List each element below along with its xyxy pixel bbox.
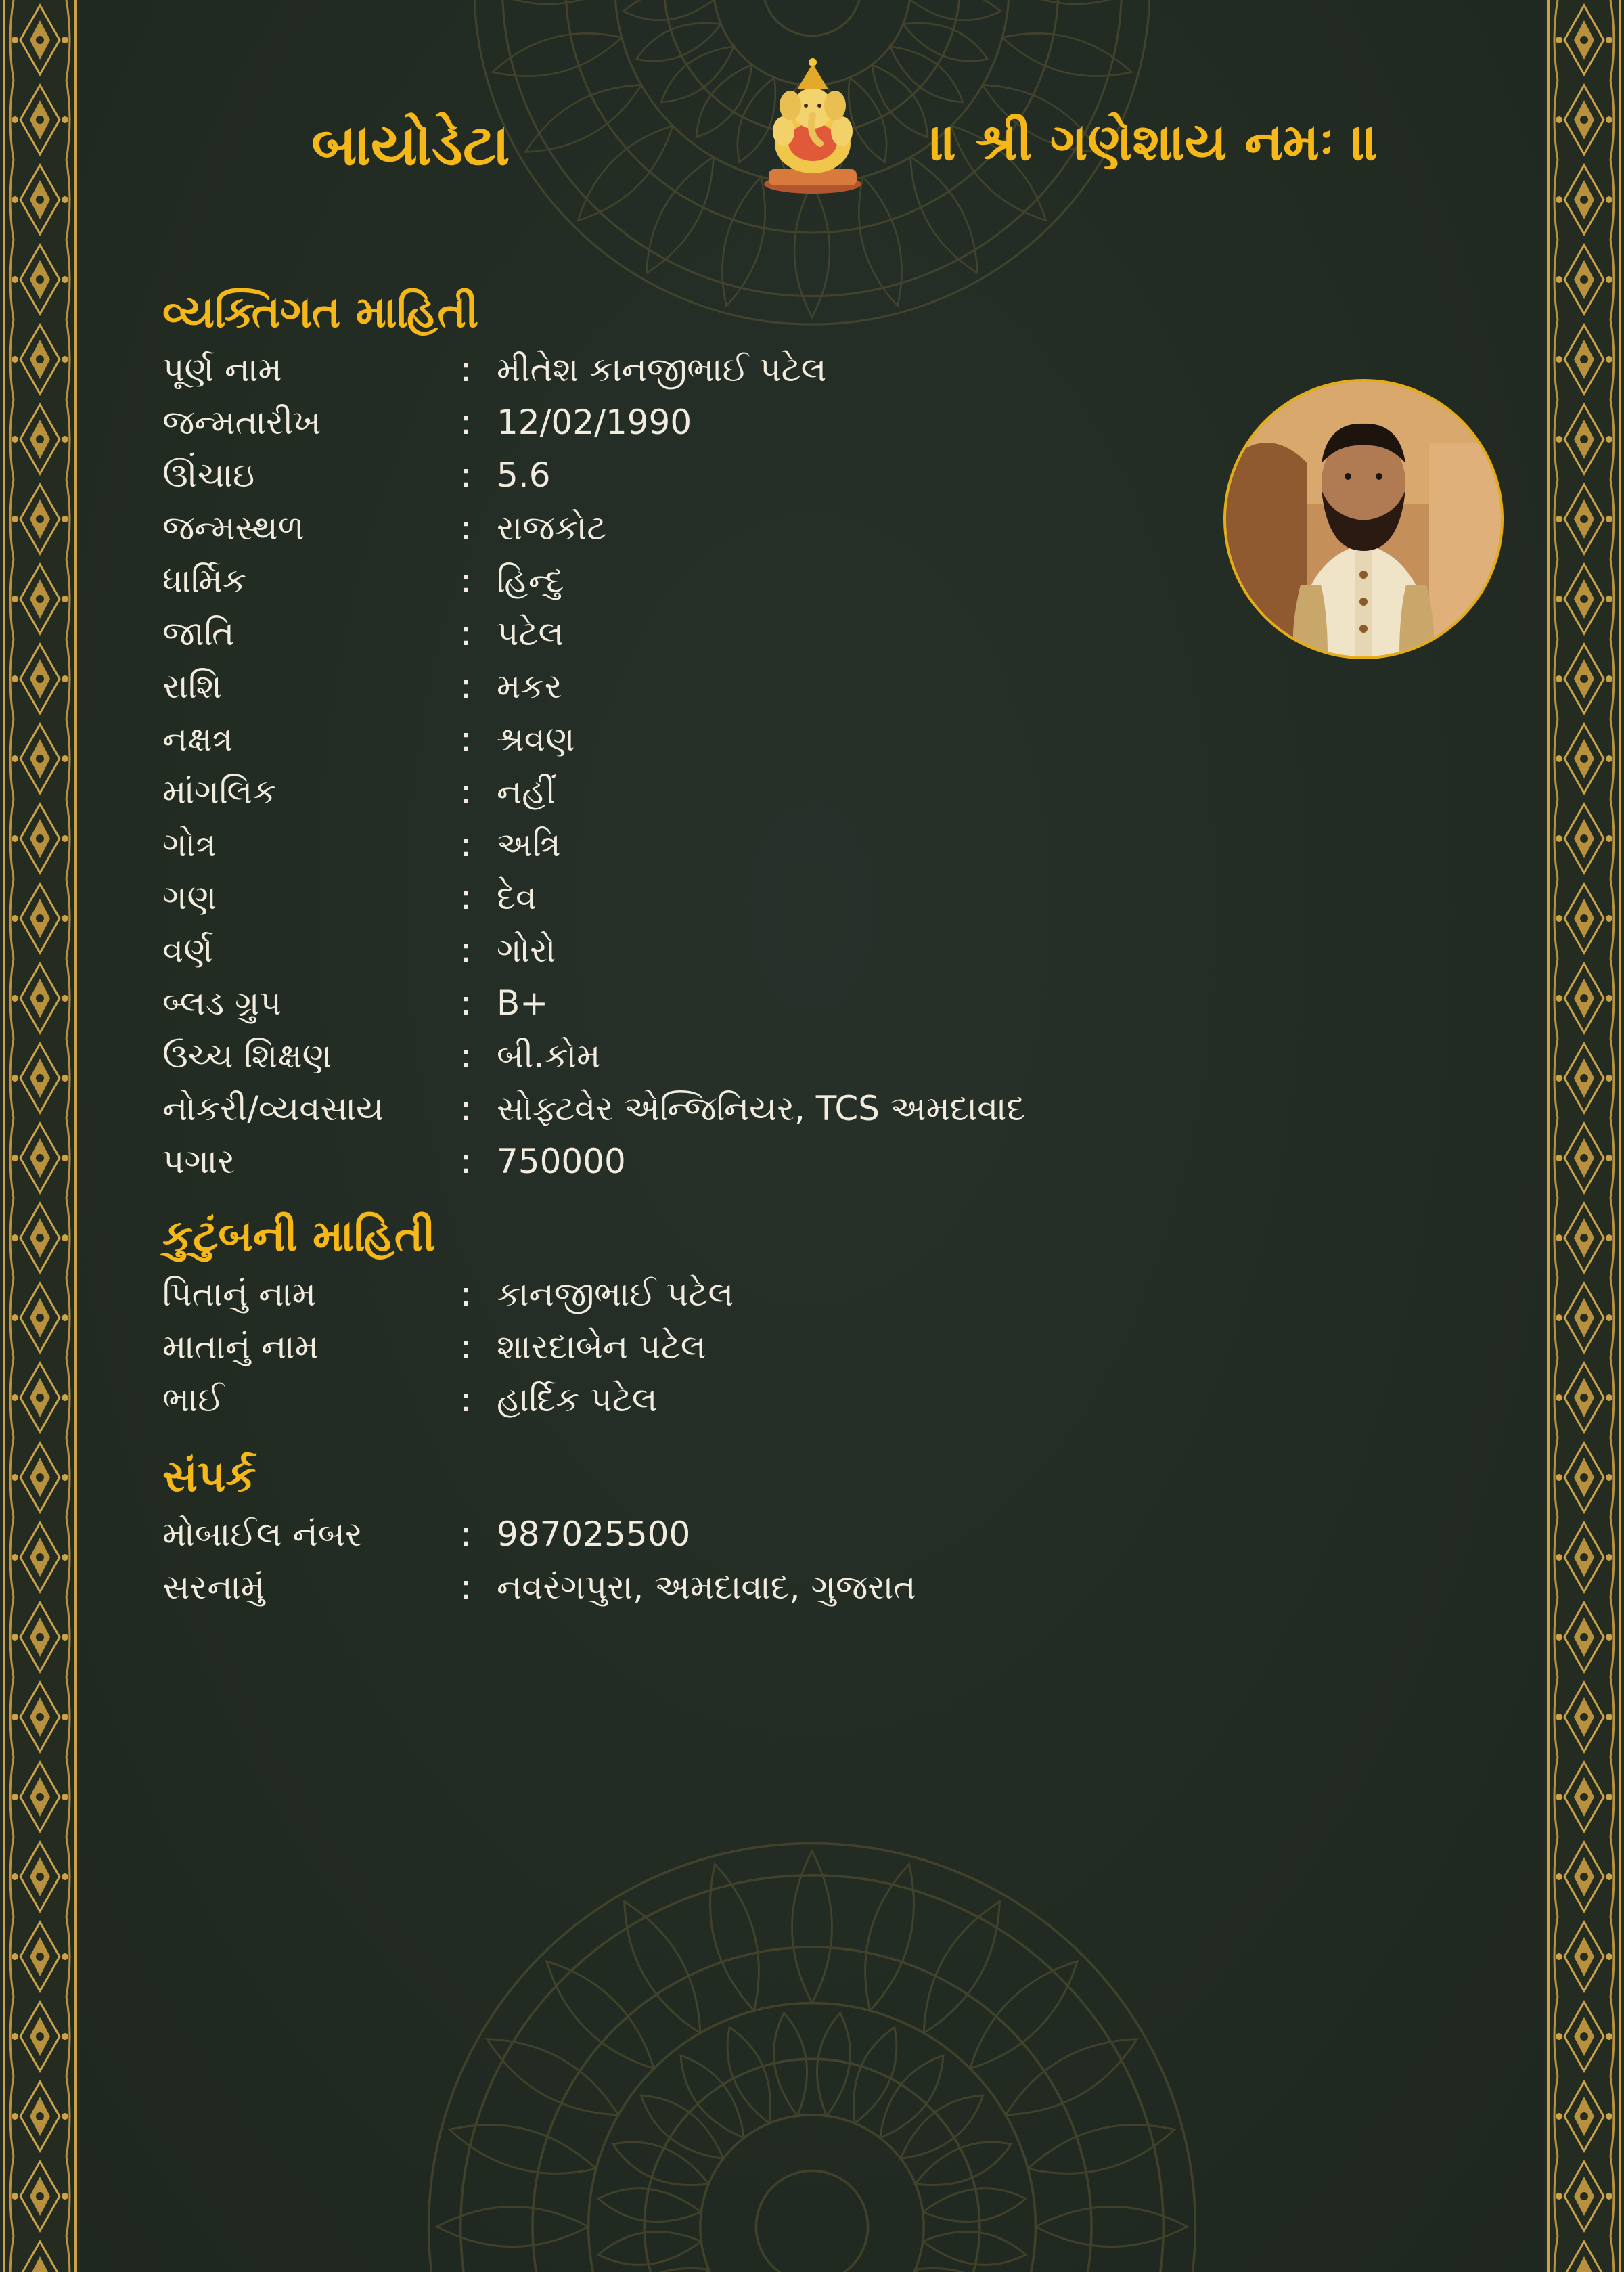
detail-label: બ્લડ ગ્રુપ <box>162 983 281 1023</box>
detail-separator: : <box>460 1567 472 1607</box>
ganesha-idol-icon <box>757 55 869 195</box>
detail-separator: : <box>460 1380 472 1419</box>
detail-value: મકર <box>497 667 562 706</box>
detail-value: શારદાબેન પટેલ <box>497 1327 706 1366</box>
ganesh-mantra: ॥ શ્રી ગણેશાય નમઃ ॥ <box>930 112 1380 172</box>
detail-label: રાશિ <box>162 667 222 706</box>
detail-separator: : <box>460 403 472 442</box>
detail-value: શ્રવણ <box>497 719 575 759</box>
detail-value: કાનજીભાઈ પટેલ <box>497 1274 734 1314</box>
detail-separator: : <box>460 825 472 864</box>
detail-value: બી.કોમ <box>497 1036 601 1075</box>
detail-label: જન્મસ્થળ <box>162 508 304 548</box>
detail-value: ગોરો <box>497 931 556 970</box>
detail-label: જાતિ <box>162 614 235 653</box>
detail-label: ઊંચાઇ <box>162 455 255 495</box>
detail-separator: : <box>460 508 472 548</box>
detail-label: ગોત્ર <box>162 825 217 864</box>
right-ornamental-border <box>1544 0 1624 2272</box>
detail-label: માતાનું નામ <box>162 1327 319 1366</box>
detail-value: 12/02/1990 <box>497 403 692 442</box>
detail-separator: : <box>460 1142 472 1181</box>
detail-label: પગાર <box>162 1142 235 1181</box>
detail-value: રાજકોટ <box>497 508 607 548</box>
detail-separator: : <box>460 614 472 653</box>
section-heading-personal: વ્યક્તિગત માહિતી <box>162 288 479 338</box>
detail-value: 5.6 <box>497 455 551 495</box>
detail-label: પિતાનું નામ <box>162 1274 317 1314</box>
detail-value: 987025500 <box>497 1515 691 1554</box>
detail-label: મોબાઈલ નંબર <box>162 1515 363 1554</box>
detail-value: દેવ <box>497 878 537 917</box>
detail-value: સોફ્ટવેર એન્જિનિયર, TCS અમદાવાદ <box>497 1089 1026 1128</box>
detail-separator: : <box>460 1089 472 1128</box>
detail-label: જન્મતારીખ <box>162 403 321 442</box>
detail-value: પટેલ <box>497 614 564 653</box>
detail-value: હાર્દિક પટેલ <box>497 1380 658 1419</box>
biodata-title: બાયોડેટા <box>311 112 510 178</box>
detail-separator: : <box>460 772 472 811</box>
detail-separator: : <box>460 1327 472 1366</box>
detail-label: ઉચ્ચ શિક્ષણ <box>162 1036 332 1075</box>
section-heading-family: કુટુંબની માહિતી <box>162 1211 436 1262</box>
detail-separator: : <box>460 1515 472 1554</box>
detail-separator: : <box>460 1036 472 1075</box>
detail-label: પૂર્ણ નામ <box>162 350 282 389</box>
profile-photo <box>1223 379 1504 659</box>
detail-value: નવરંગપુરા, અમદાવાદ, ગુજરાત <box>497 1567 916 1607</box>
detail-label: ધાર્મિક <box>162 561 247 600</box>
detail-separator: : <box>460 931 472 970</box>
detail-separator: : <box>460 350 472 389</box>
detail-separator: : <box>460 719 472 759</box>
detail-value: હિન્દુ <box>497 561 564 600</box>
detail-label: ગણ <box>162 878 217 917</box>
section-heading-contact: સંપર્ક <box>162 1452 256 1502</box>
detail-value: મીતેશ કાનજીભાઈ પટેલ <box>497 350 827 389</box>
detail-label: નોકરી/વ્યવસાય <box>162 1089 384 1128</box>
left-ornamental-border <box>0 0 80 2272</box>
detail-value: B+ <box>497 983 549 1023</box>
detail-label: નક્ષત્ર <box>162 719 233 759</box>
detail-separator: : <box>460 455 472 495</box>
detail-value: 750000 <box>497 1142 626 1181</box>
detail-value: અત્રિ <box>497 825 561 864</box>
detail-label: સરનામું <box>162 1567 265 1607</box>
detail-label: વર્ણ <box>162 931 213 970</box>
detail-separator: : <box>460 667 472 706</box>
detail-separator: : <box>460 1274 472 1314</box>
detail-separator: : <box>460 878 472 917</box>
mandala-ornament-bottom <box>413 1827 1211 2272</box>
detail-separator: : <box>460 561 472 600</box>
detail-label: માંગલિક <box>162 772 277 811</box>
detail-separator: : <box>460 983 472 1023</box>
detail-label: ભાઈ <box>162 1380 224 1419</box>
detail-value: નહીં <box>497 772 556 811</box>
